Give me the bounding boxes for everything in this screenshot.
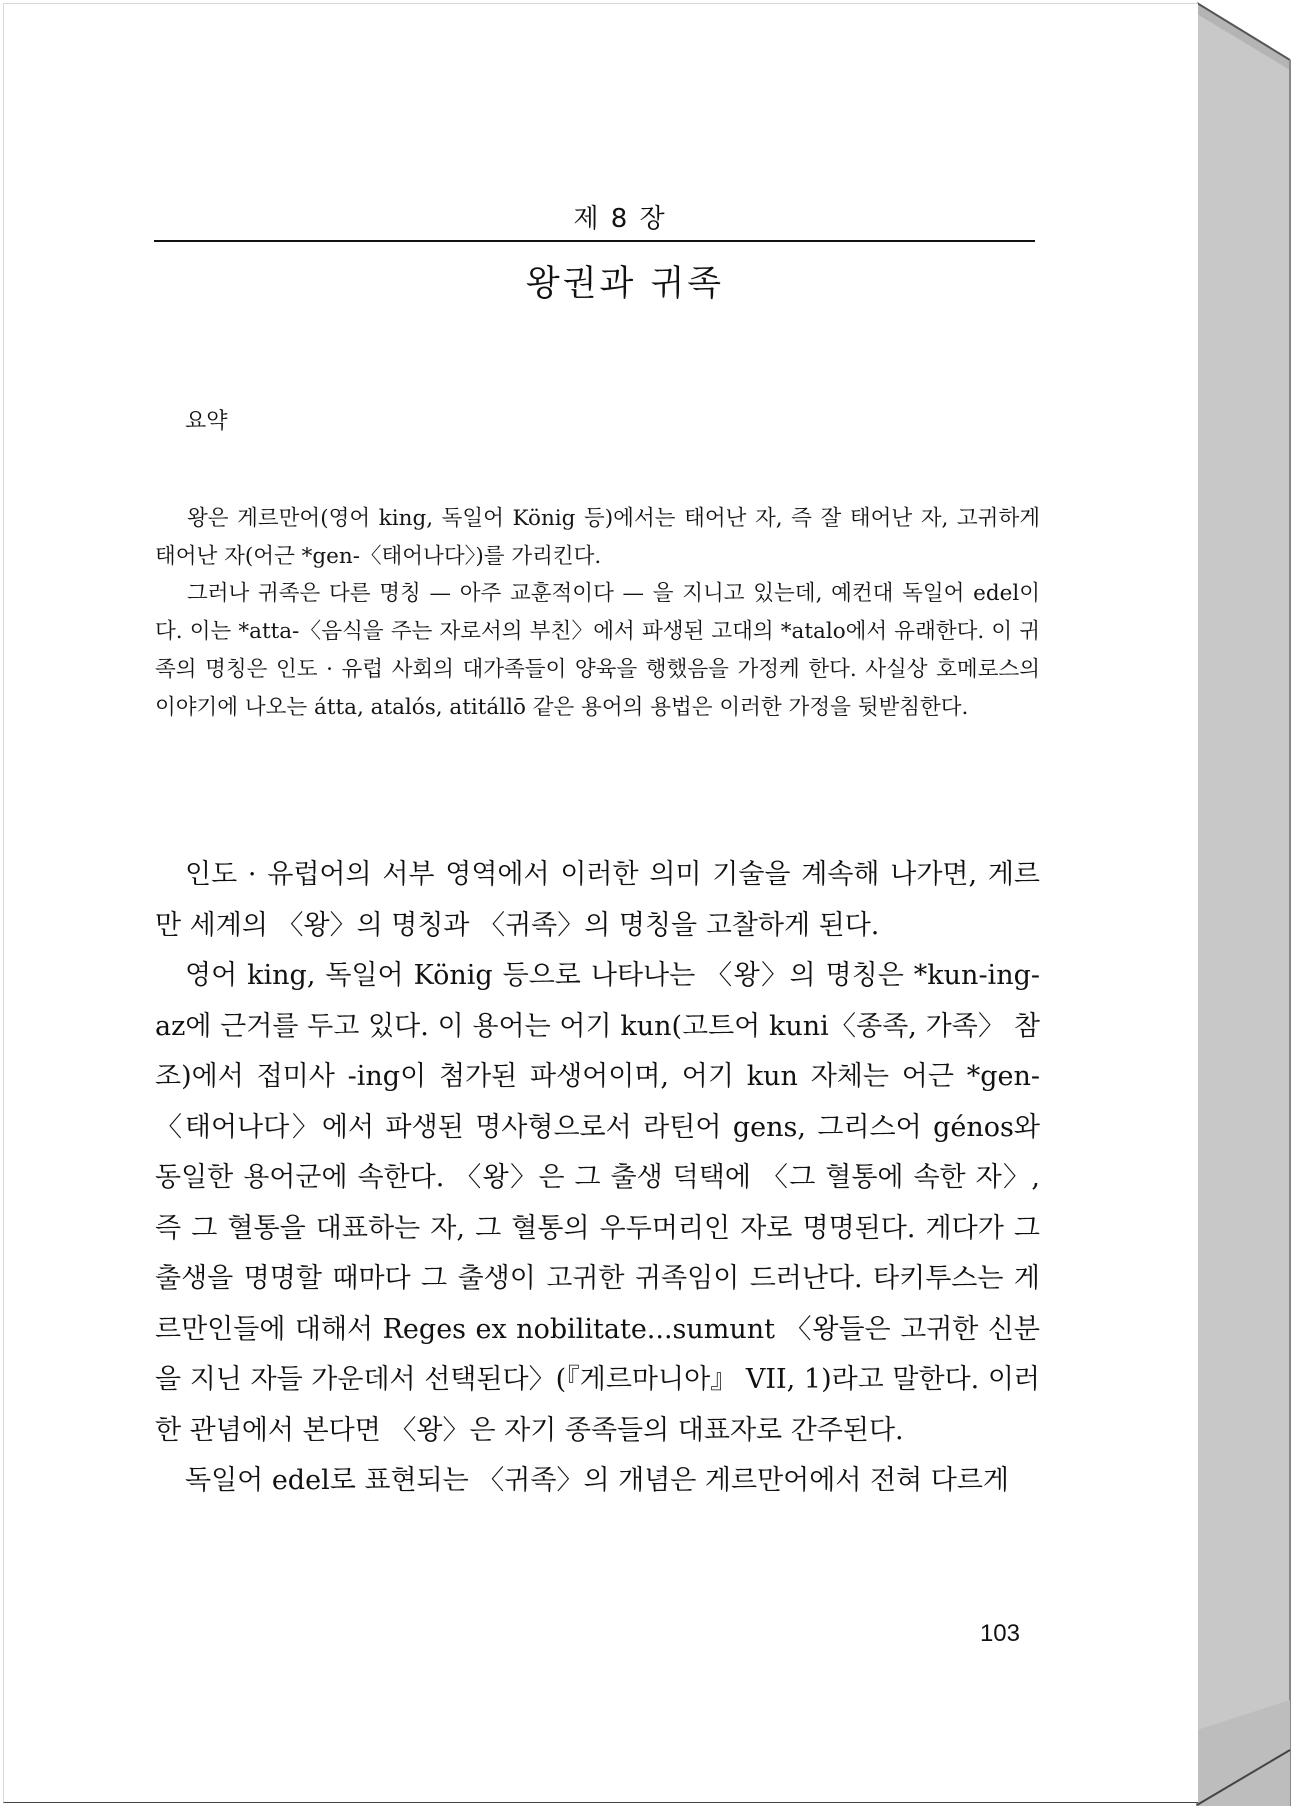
- summary-heading: 요약: [185, 409, 228, 434]
- summary-block: [155, 500, 1040, 726]
- chapter-title: 왕권과 귀족: [525, 264, 725, 304]
- chapter-number: 제 8 장: [573, 204, 667, 234]
- page-number: 103: [979, 1620, 1020, 1647]
- body-text: [155, 850, 1040, 1507]
- header-rule: [154, 240, 1035, 242]
- summary-paragraph: 왕은 게르만어(영어 king, 독일어 König 등)에서는 태어난 자, 즉 잘 태어난 자, 고귀하게 태어난 자(어근 *gen-〈태어나다〉)를 가리킨다.: [155, 506, 1040, 569]
- body-paragraph: 독일어 edel로 표현되는 〈귀족〉의 개념은 게르만어에서 전혀 다르게: [185, 1465, 1010, 1496]
- body-paragraph: 영어 king, 독일어 König 등으로 나타나는 〈왕〉의 명칭은 *kun-ing-az에 근거를 두고 있다. 이 용어는 어기 kun(고트어 kuni〈종족, 가족〉 참조)에서 접미사 -ing이 첨가된 파생어이며, 어기 kun 자체는 어근 *gen-〈태어나다〉에서 파생된 명사형으로서 라틴어 gens, 그리스어 génos와 동일한 용어군에 속한다. 〈왕〉은 그 출생 덕택에 〈그 혈통에 속한 자〉, 즉 그 혈통을 대표하는 자, 그 혈통의 우두머리인 자로 명명된다. 게다가 그 출생을 명명할 때마다 그 출생이 고귀한 귀족임이 드러난다. 타키투스는 게르만인들에 대해서 Reges ex nobilitate...sumunt 〈왕들은 고귀한 신분을 지닌 자들 가운데서 선택된다〉(『게르마니아』 VII, 1)라고 말한다. 이러한 관념에서 본다면 〈왕〉은 자기 종족들의 대표자로 간주된다.: [155, 960, 1040, 1446]
- summary-paragraph: 그러나 귀족은 다른 명칭 — 아주 교훈적이다 — 을 지니고 있는데, 예컨대 독일어 edel이다. 이는 *atta-〈음식을 주는 자로서의 부친〉에서 파생된 고대의 *atalo에서 유래한다. 이 귀족의 명칭은 인도 · 유럽 사회의 대가족들이 양육을 행했음을 가정케 한다. 사실상 호메로스의 이야기에 나오는 átta, atalós, atitállō 같은 용어의 용법은 이러한 가정을 뒷받침한다.: [155, 581, 1040, 720]
- body-paragraph: 인도 · 유럽어의 서부 영역에서 이러한 의미 기술을 계속해 나가면, 게르만 세계의 〈왕〉의 명칭과 〈귀족〉의 명칭을 고찰하게 된다.: [155, 859, 1040, 941]
